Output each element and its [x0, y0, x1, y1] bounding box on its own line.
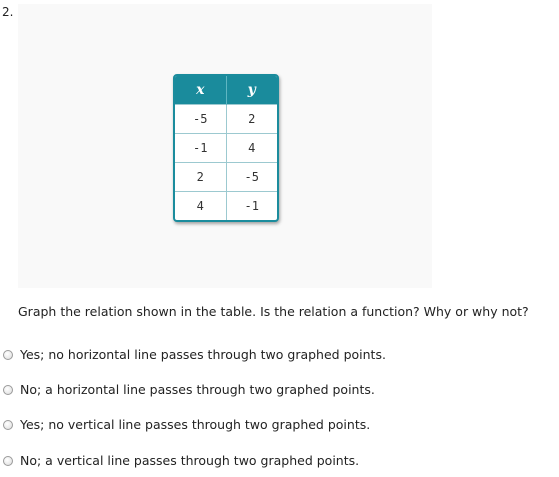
radio-button[interactable] [3, 456, 13, 466]
answer-choice-4[interactable] [3, 453, 359, 468]
table-cell-y: 2 [226, 105, 277, 134]
question-number: 2. [2, 5, 14, 19]
table-row [175, 105, 277, 134]
table-cell-x: 2 [175, 163, 226, 192]
table-row [175, 192, 277, 221]
answer-choice-label[interactable]: No; a horizontal line passes through two graphed points. [20, 382, 375, 397]
radio-button[interactable] [3, 350, 13, 360]
xy-table [175, 76, 277, 220]
figure-area [18, 4, 432, 288]
answer-choice-1[interactable] [3, 347, 386, 362]
table-cell-y: -1 [226, 192, 277, 221]
radio-button[interactable] [3, 385, 13, 395]
column-header-x: x [175, 76, 226, 105]
table-header-row [175, 76, 277, 105]
table-cell-y: -5 [226, 163, 277, 192]
answer-choice-2[interactable] [3, 382, 375, 397]
table-row [175, 163, 277, 192]
table-row [175, 134, 277, 163]
table-cell-x: 4 [175, 192, 226, 221]
answer-choice-3[interactable] [3, 417, 370, 432]
answer-choice-label[interactable]: No; a vertical line passes through two graphed points. [20, 453, 360, 468]
table-cell-x: -5 [175, 105, 226, 134]
table-cell-y: 4 [226, 134, 277, 163]
xy-table-container [173, 74, 279, 222]
answer-choice-label[interactable]: Yes; no vertical line passes through two graphed points. [20, 417, 371, 432]
answer-choice-label[interactable]: Yes; no horizontal line passes through two graphed points. [20, 347, 386, 362]
question-prompt: Graph the relation shown in the table. Is the relation a function? Why or why not? [18, 304, 529, 319]
column-header-y: y [226, 76, 277, 105]
table-cell-x: -1 [175, 134, 226, 163]
radio-button[interactable] [3, 420, 13, 430]
